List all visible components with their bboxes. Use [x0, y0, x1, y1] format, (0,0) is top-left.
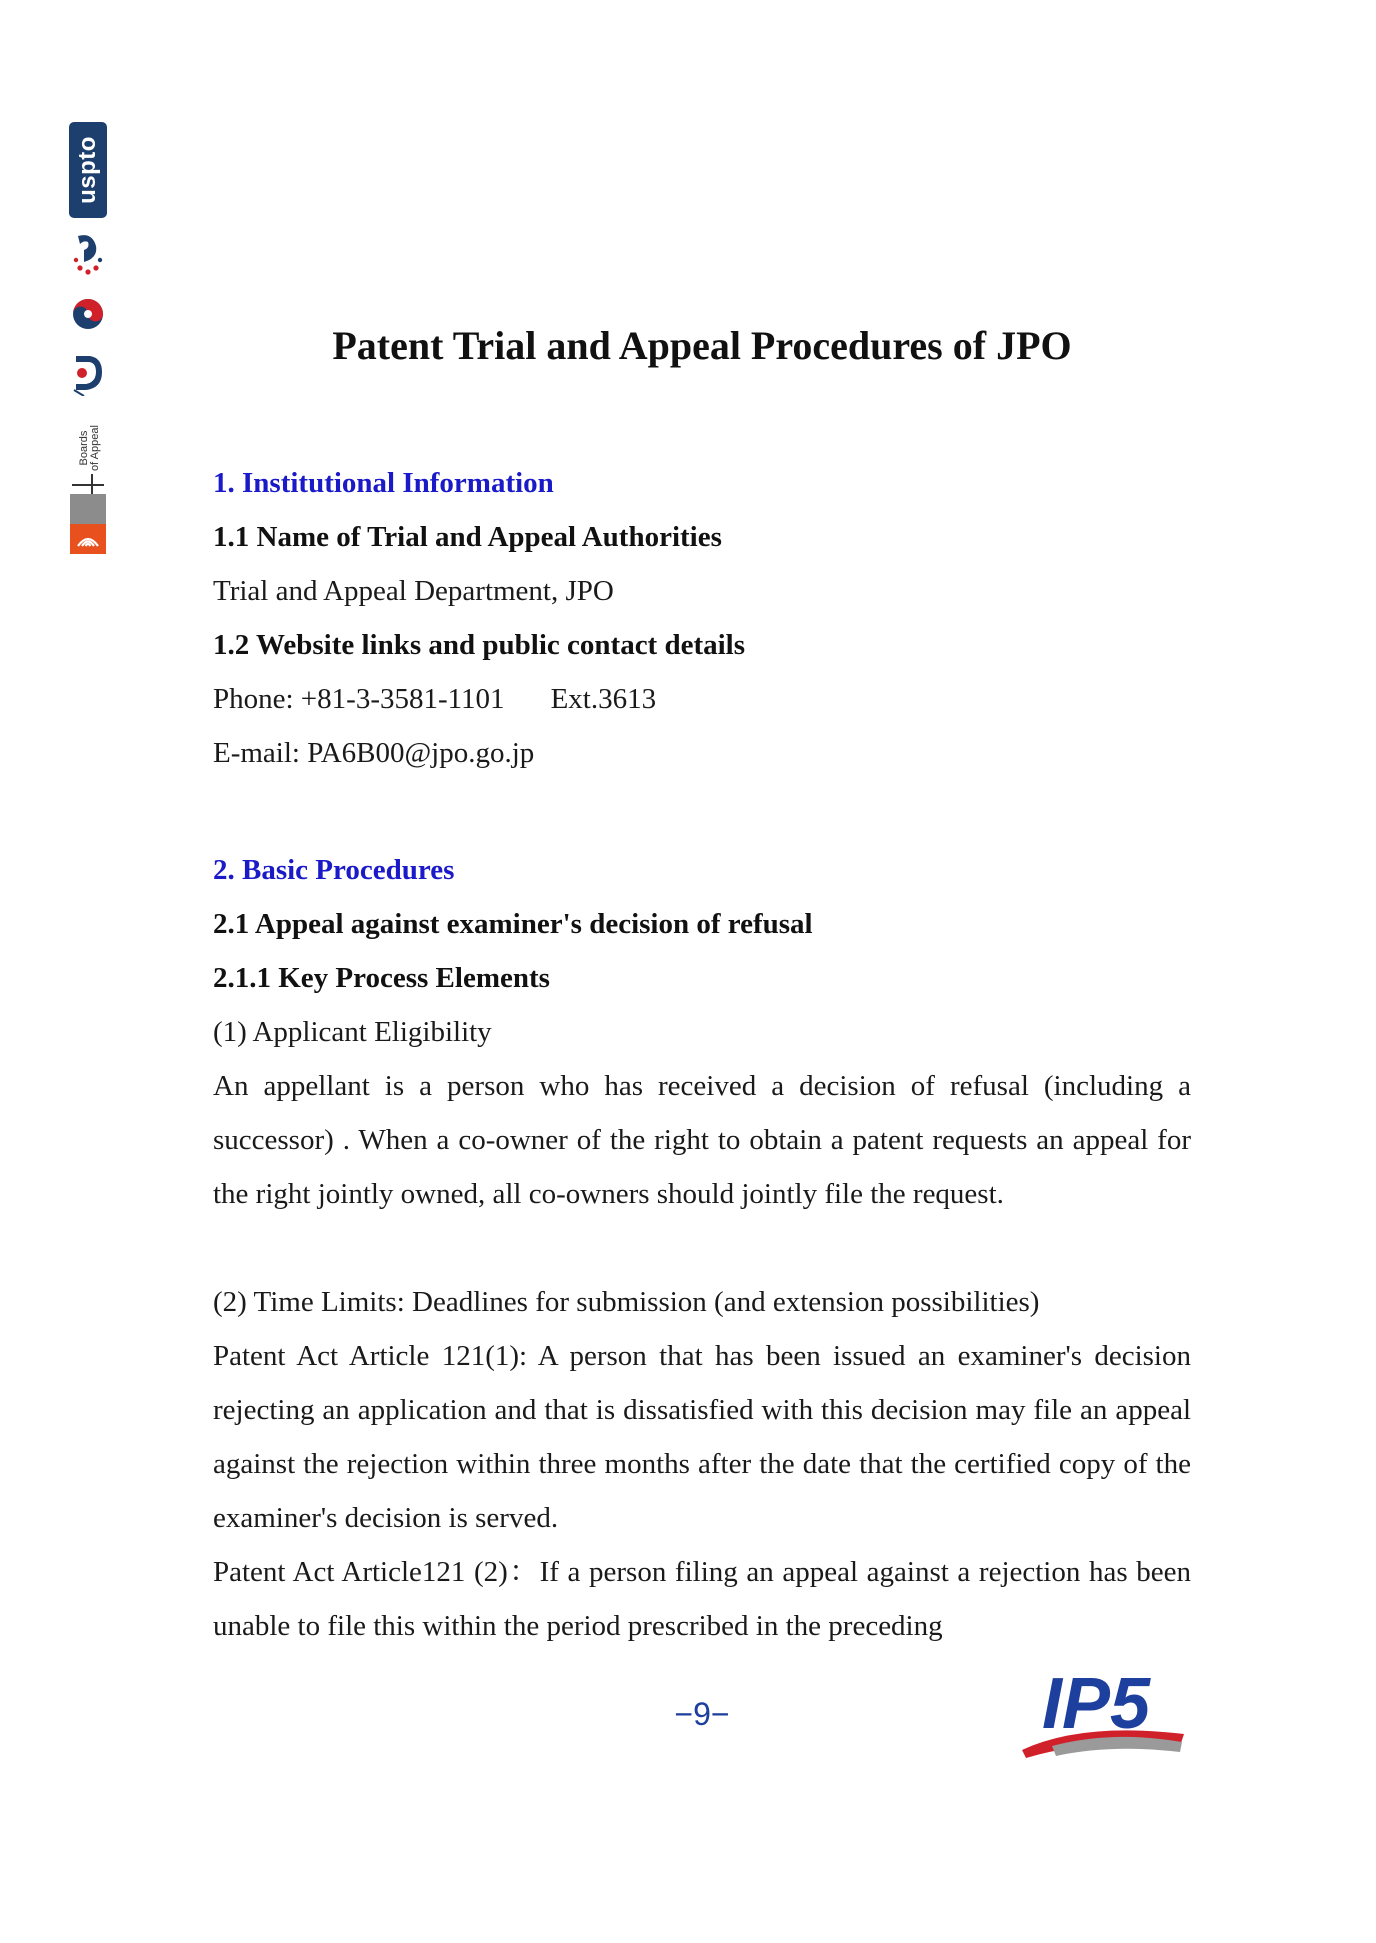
section-1-1-heading: 1.1 Name of Trial and Appeal Authorities	[213, 521, 722, 553]
email-line: E-mail: PA6B00@jpo.go.jp	[213, 737, 535, 769]
jpo-logo-icon	[68, 350, 108, 396]
article-121-1-paragraph: Patent Act Article 121(1): A person that has been issued an examiner's decision rejecting an application and that is dissatisfied with this decision may file an appeal against the rejection within three months after the date that the certified copy of the examiner's decision is served.	[213, 1340, 1191, 1534]
phone-line	[213, 679, 1191, 719]
uspto-logo-text: uspto	[74, 136, 101, 204]
applicant-eligibility-paragraph: An appellant is a person who has received a decision of refusal (including a successor) . When a co-owner of the right to obtain a patent requests an appeal for the right jointly owned, all co-owners should jointly file the request.	[213, 1070, 1191, 1210]
article-121-2-paragraph: Patent Act Article121 (2)：If a person filing an appeal against a rejection has been unable to file this within the period prescribed in the preceding	[213, 1556, 1191, 1642]
boards-of-appeal-logo	[68, 408, 108, 498]
uspto-logo	[69, 122, 107, 218]
section-1-2-heading: 1.2 Website links and public contact details	[213, 629, 746, 661]
section-1-heading: 1. Institutional Information	[213, 467, 554, 499]
boa-logo-text-line1: Boards	[78, 430, 90, 466]
ip5-logo	[1012, 1650, 1192, 1770]
authority-name: Trial and Appeal Department, JPO	[213, 575, 614, 607]
section-2-1-1-heading: 2.1.1 Key Process Elements	[213, 962, 550, 994]
applicant-eligibility-label: (1) Applicant Eligibility	[213, 1016, 492, 1048]
page-number: −9−	[674, 1696, 730, 1732]
epo-logo-wave-icon	[70, 524, 106, 554]
section-2-heading: 2. Basic Procedures	[213, 854, 455, 886]
kipo-logo-icon	[70, 296, 106, 332]
cnipa-logo-icon	[70, 228, 106, 280]
epo-logo-top-icon	[70, 494, 106, 524]
phone-extension: Ext.3613	[550, 683, 657, 715]
boa-logo-text-line2: of Appeal	[89, 425, 101, 471]
phone-number: Phone: +81-3-3581-1101	[213, 683, 505, 715]
time-limits-label: (2) Time Limits: Deadlines for submission (and extension possibilities)	[213, 1286, 1040, 1318]
partner-logo-strip	[66, 118, 110, 558]
document-title: Patent Trial and Appeal Procedures of JPO	[332, 323, 1072, 368]
ip5-logo-text: IP5	[1042, 1664, 1151, 1744]
section-2-1-heading: 2.1 Appeal against examiner's decision of refusal	[213, 908, 813, 940]
